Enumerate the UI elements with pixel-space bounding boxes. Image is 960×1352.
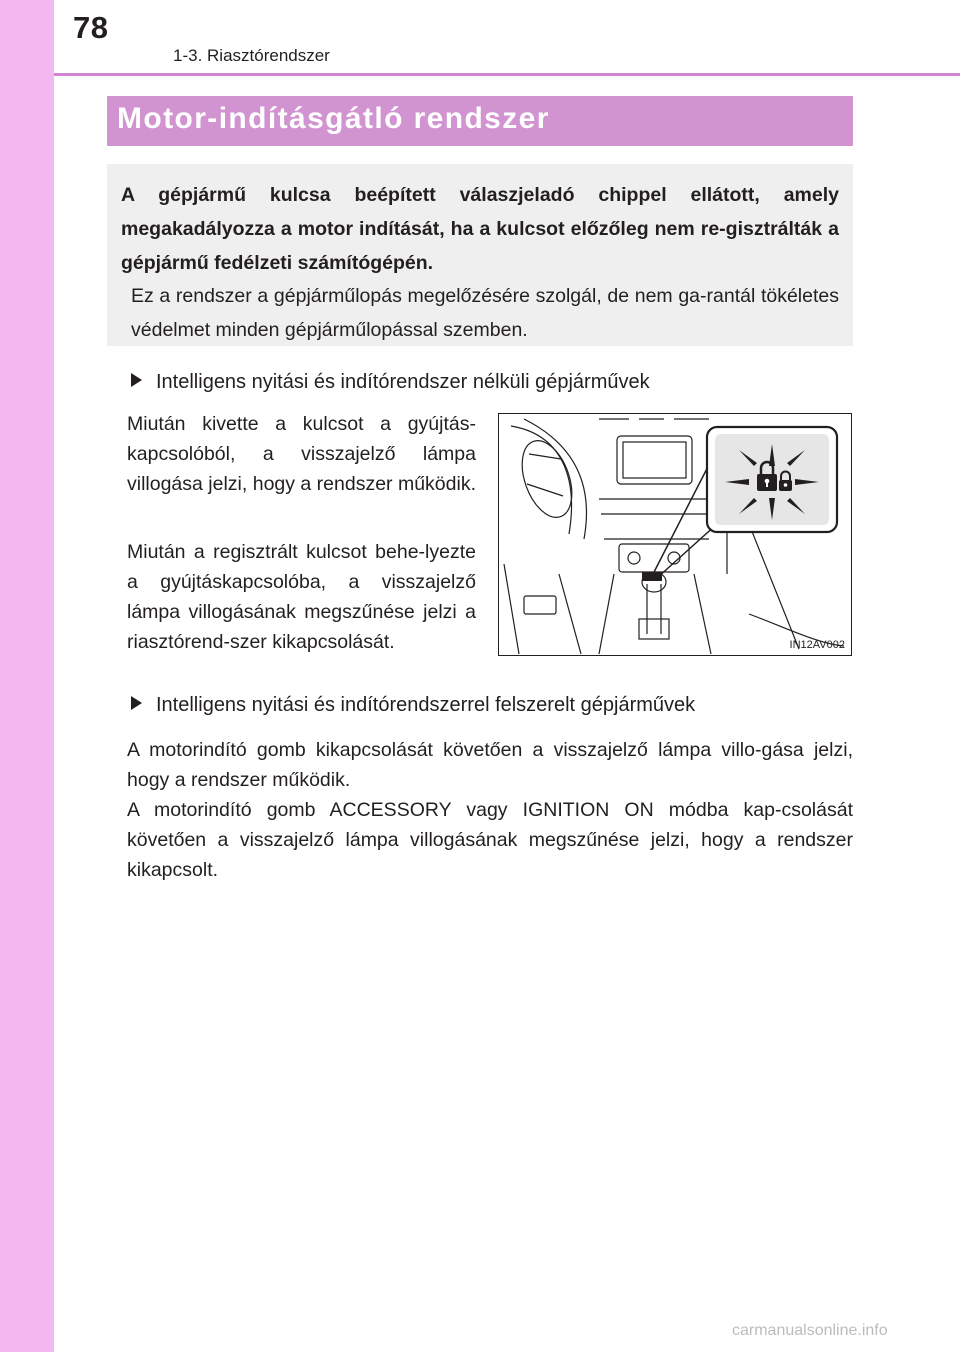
- intro-box: [107, 164, 853, 346]
- chapter-heading: 1-3. Riasztórendszer: [173, 46, 330, 65]
- paragraph-engine-switch-on: A motorindító gomb ACCESSORY vagy IGNITION ON módba kap-csolását követően a visszajelző lámpa villogásának megszűnése jelzi, hogy a rendszer kikapcsolt.: [127, 799, 853, 881]
- side-tab-bar: [0, 0, 54, 1352]
- triangle-bullet-icon: [131, 373, 142, 387]
- triangle-bullet-icon: [131, 696, 142, 710]
- paragraph-key-inserted: Miután a regisztrált kulcsot behe-lyezte a gyújtáskapcsolóba, a visszajelző lámpa villogásának megszűnése jelzi a riasztórend-szer kikapcsolását.: [127, 541, 476, 653]
- paragraph-key-removed: Miután kivette a kulcsot a gyújtás-kapcsolóból, a visszajelző lámpa villogása jelzi, hogy a rendszer működik.: [127, 413, 477, 495]
- header-rule: [54, 73, 960, 76]
- section-title-band: [107, 96, 853, 146]
- dashboard-drawing: [499, 414, 851, 655]
- watermark: carmanualsonline.info: [732, 1322, 888, 1339]
- intro-summary: A gépjármű kulcsa beépített válaszjeladó chippel ellátott, amely megakadályozza a motor indítását, ha a kulcsot előzőleg nem re-gisztrálták a gépjármű fedélzeti számítógépén.: [121, 184, 839, 274]
- section-title: Motor-indításgátló rendszer: [117, 102, 550, 135]
- bullet-heading-without-smart: [127, 371, 650, 394]
- bullet-label: Intelligens nyitási és indítórendszerrel felszerelt gépjárművek: [156, 694, 696, 716]
- intro-note: Ez a rendszer a gépjárműlopás megelőzésére szolgál, de nem ga-rantál tökéletes védelmet minden gépjárműlopással szemben.: [131, 285, 839, 341]
- bullet-label: Intelligens nyitási és indítórendszer nélküli gépjárművek: [156, 371, 650, 393]
- dashboard-illustration: [498, 413, 852, 656]
- page-number: 78: [73, 10, 109, 45]
- paragraph-engine-switch-off: A motorindító gomb kikapcsolását követően a visszajelző lámpa villo-gása jelzi, hogy a rendszer működik.: [127, 739, 853, 791]
- figure-code: IN12AV002: [789, 639, 845, 651]
- bullet-heading-with-smart: [127, 694, 695, 717]
